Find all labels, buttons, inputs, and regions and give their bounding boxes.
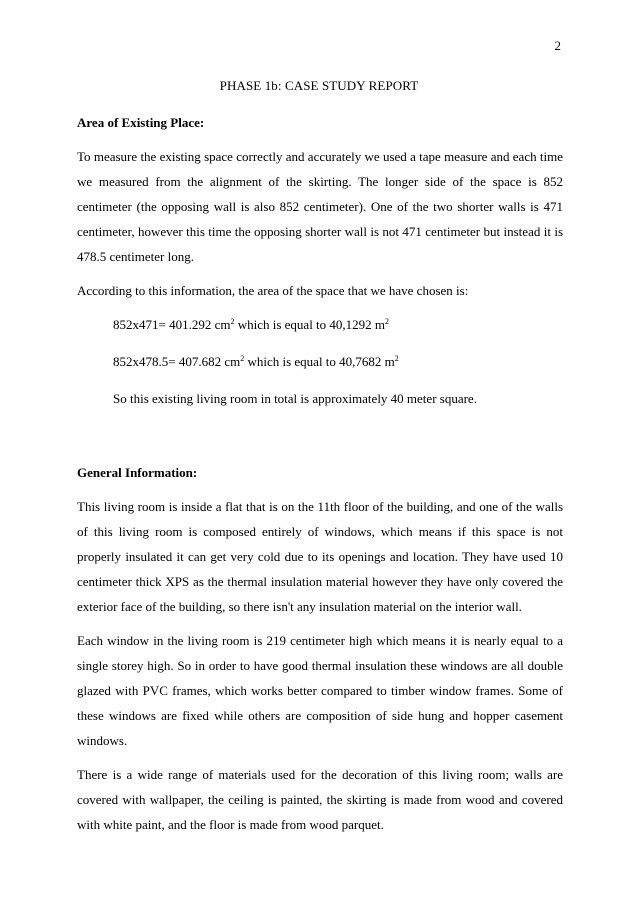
area-paragraph-measurement: To measure the existing space correctly and accurately we used a tape measure and each time we measured from the alignment of the skirting. The longer side of the space is 852 centimeter (the opposing wall is also 852 centimeter). One of the two shorter walls is 471 centimeter, however this time the opposing shorter wall is not 471 centimeter but instead it is 478.5 centimeter long. <box>77 149 563 264</box>
area-calculation-2 <box>77 349 563 374</box>
general-paragraph-materials: There is a wide range of materials used for the decoration of this living room; walls are covered with wallpaper, the ceiling is painted, the skirting is made from wood and covered with white paint, and the floor is made from wood parquet. <box>77 767 563 832</box>
calc1-part-a: 852x471= 401.292 cm <box>113 317 231 332</box>
report-title: PHASE 1b: CASE STUDY REPORT <box>219 78 419 93</box>
section-heading-general: General Information: <box>77 465 198 480</box>
general-paragraph-windows: Each window in the living room is 219 centimeter high which means it is nearly equal to a single storey high. So in order to have good thermal insulation these windows are all double glazed with PVC frames, which works better compared to timber window frames. Some of these windows are fixed while others are composition of side hung and hopper casement windows. <box>77 633 563 748</box>
calc2-part-a: 852x478.5= 407.682 cm <box>113 354 241 369</box>
area-calculation-1 <box>77 312 563 337</box>
area-paragraph-intro: According to this information, the area of the space that we have chosen is: <box>77 283 469 298</box>
calc1-exponent-a: 2 <box>230 317 235 326</box>
report-body <box>77 110 563 837</box>
section-heading-area: Area of Existing Place: <box>77 115 205 130</box>
calc2-part-b: which is equal to 40,7682 m <box>244 354 395 369</box>
calc2-exponent-a: 2 <box>240 354 245 363</box>
calc2-exponent-b: 2 <box>394 354 399 363</box>
calc1-exponent-b: 2 <box>385 317 390 326</box>
page-number: 2 <box>554 38 561 53</box>
general-paragraph-insulation: This living room is inside a flat that is on the 11th floor of the building, and one of the walls of this living room is composed entirely of windows, which means if this space is not properly insulated it can get very cold due to its openings and location. They have used 10 centimeter thick XPS as the thermal insulation material however they have only covered the exterior face of the building, so there isn't any insulation material on the interior wall. <box>77 499 563 614</box>
area-summary: So this existing living room in total is approximately 40 meter square. <box>113 391 477 406</box>
calc1-part-b: which is equal to 40,1292 m <box>234 317 386 332</box>
